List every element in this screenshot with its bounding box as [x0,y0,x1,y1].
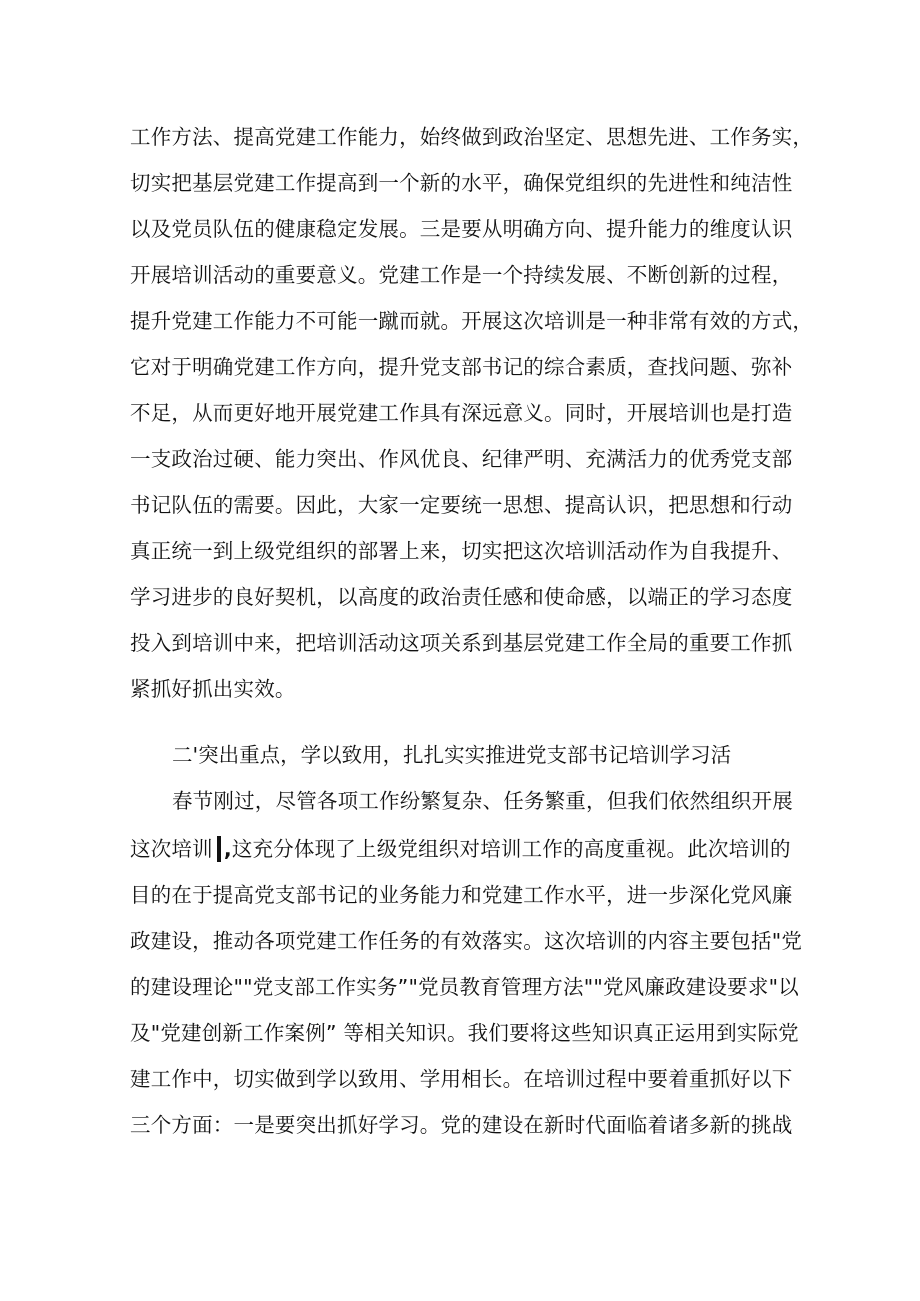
text-line: 政建设，推动各项党建工作任务的有效落实。这次培训的内容主要包括"党 [130,929,803,953]
text-line: 切实把基层党建工作提高到一个新的水平，确保党组织的先进性和纯洁性 [130,171,793,195]
text-span: , [223,837,232,861]
text-line: 学习进步的良好契机，以高度的政治责任感和使命感，以端正的学习态度 [130,585,793,609]
section-heading: 二'突出重点，学以致用，扎扎实实推进党支部书记培训学习活 [172,743,732,767]
text-line: 春节刚过，尽管各项工作纷繁复杂、任务繁重，但我们依然组织开展 [172,789,793,813]
text-line: 工作方法、提高党建工作能力，始终做到政治坚定、思想先进、工作务实， [130,125,814,149]
text-line: 的建设理论""党支部工作实务”"党员教育管理方法""党风廉政建设要求"以 [130,975,799,999]
text-line: 及"党建创新工作案例” 等相关知识。我们要将这些知识真正运用到实际党 [130,1021,799,1045]
text-line: 以及党员队伍的健康稳定发展。三是要从明确方向、提升能力的维度认识 [130,217,793,241]
text-line: 一支政治过硬、能力突出、作风优良、纪律严明、充满活力的优秀党支部 [130,447,793,471]
vertical-bar-mark [217,836,221,862]
text-line: 目的在于提高党支部书记的业务能力和党建工作水平，进一步深化党风廉 [130,883,793,907]
text-line [130,834,790,864]
text-line: 投入到培训中来，把培训活动这项关系到基层党建工作全局的重要工作抓 [130,631,793,655]
text-span: 这次培训 [130,837,213,861]
text-span: 这充分体现了上级党组织对培训工作的高度重视。此次培训的 [231,837,791,861]
text-line: 它对于明确党建工作方向，提升党支部书记的综合素质，查找问题、弥补 [130,355,793,379]
text-line: 开展培训活动的重要意义。党建工作是一个持续发展、不断创新的过程， [130,263,793,287]
text-line: 真正统一到上级党组织的部署上来，切实把这次培训活动作为自我提升、 [130,539,793,563]
text-line: 不足，从而更好地开展党建工作具有深远意义。同时，开展培训也是打造 [130,401,793,425]
text-line: 建工作中，切实做到学以致用、学用相长。在培训过程中要着重抓好以下 [130,1067,793,1091]
text-line: 三个方面：一是要突出抓好学习。党的建设在新时代面临着诸多新的挑战 [130,1113,793,1137]
text-line: 书记队伍的需要。因此，大家一定要统一思想、提高认识，把思想和行动 [130,493,793,517]
text-line: 紧抓好抓出实效。 [130,677,296,701]
text-line: 提升党建工作能力不可能一蹴而就。开展这次培训是一种非常有效的方式， [130,309,814,333]
